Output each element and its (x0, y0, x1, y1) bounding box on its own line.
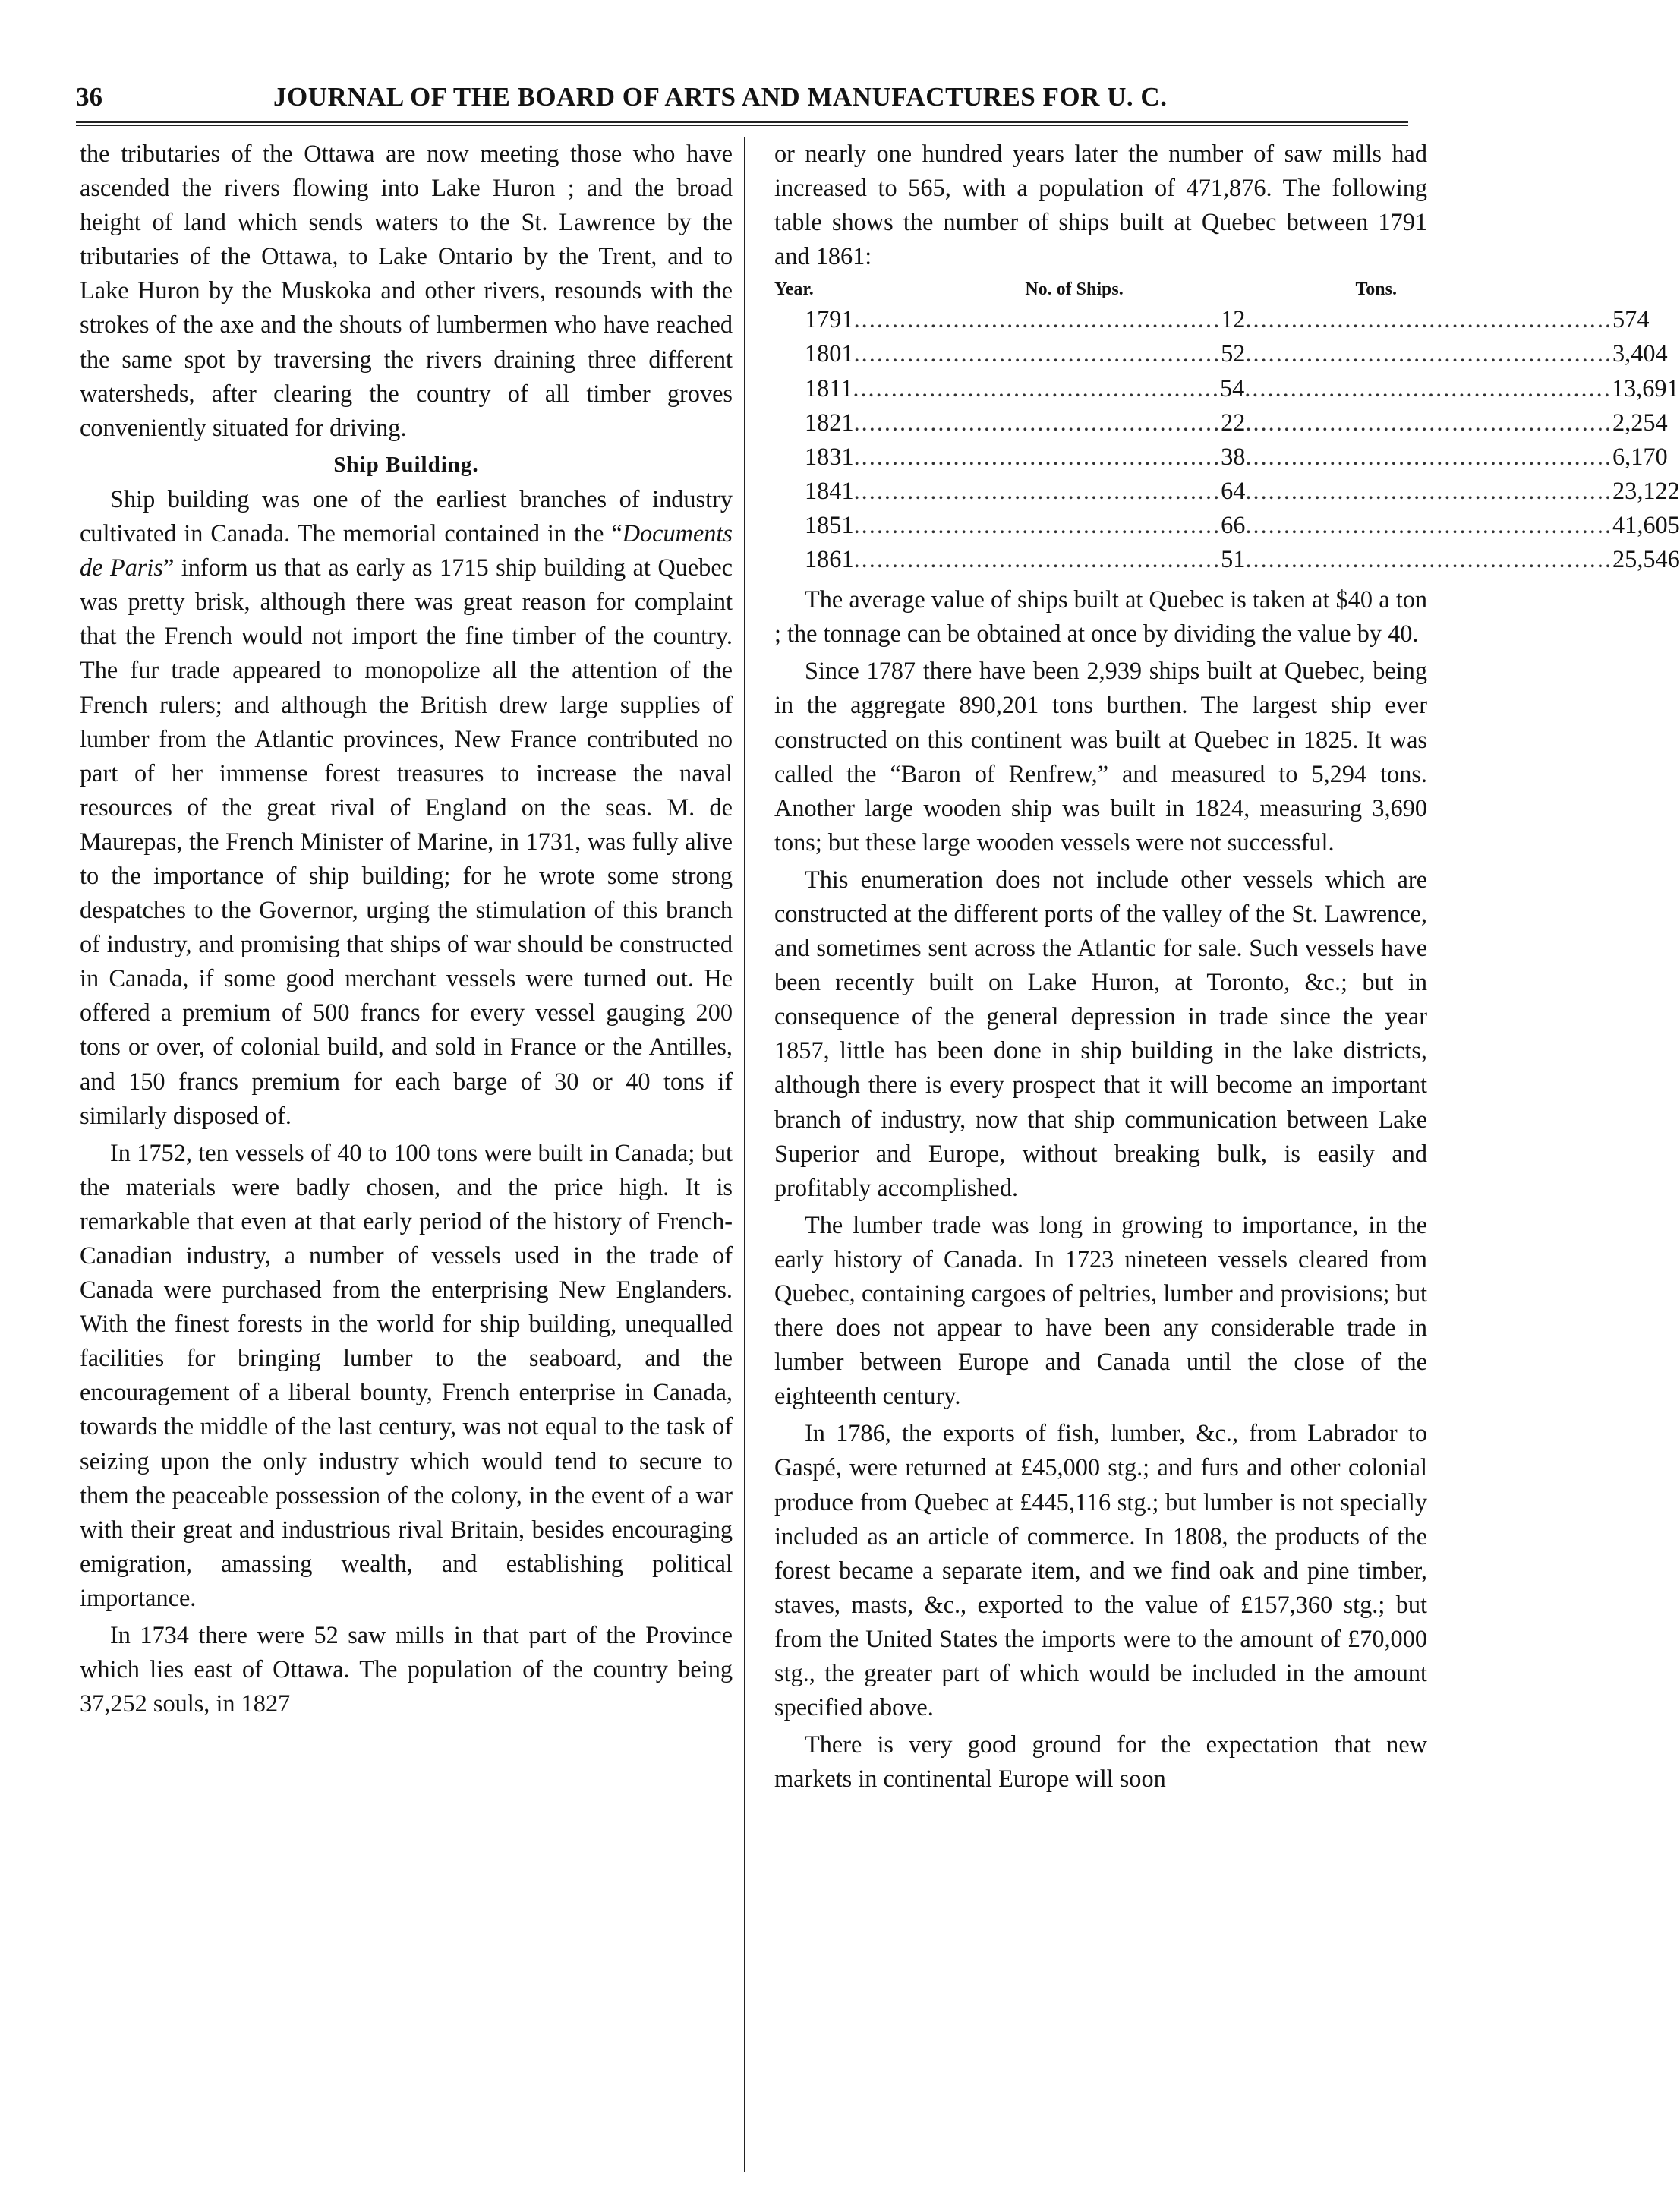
column-header-ships: No. of Ships. (1025, 279, 1124, 300)
paragraph: This enumeration does not include other vessels which are constructed at the different ports of the valley of the St. Lawrence, and sometimes sent across the Atlantic for sale. Such vessels have been recently built on Lake Huron, at Toronto, &c.; but in consequence of the general depression in trade since the year 1857, little has been done in ship building in the lake districts, although there is every prospect that it will become an important branch of industry, now that ship communication between Lake Superior and Europe, without breaking bulk, is easily and profitably accomplished. (774, 865, 1427, 1201)
paragraph (80, 482, 733, 1133)
leader-dots: ................................................ (1245, 510, 1613, 538)
tons-cell: 2,254 (1612, 408, 1668, 436)
paragraph-text: Ship building was one of the earliest branches of industry cultivated in Canada. The memorial contained in the “ (80, 484, 733, 547)
leader-dots: ................................................ (1245, 339, 1613, 368)
leader-dots: ................................................ (1245, 545, 1613, 573)
paragraph: In 1752, ten vessels of 40 to 100 tons were built in Canada; but the materials were badly chosen, and the price high. It is remarkable that even at that early period of the history of French-Canadian industry, a number of vessels used in the trade of Canada were purchased from the enterprising New Englanders. With the finest forests in the world for ship building, unequalled facilities for bringing lumber to the seaboard, and the encouragement of a liberal bounty, French enterprise in Canada, towards the middle of the last century, was not equal to the task of seizing upon the only industry which would tend to secure to them the peaceable possession of the colony, in the event of a war with their great and industrious rival Britain, besides encouraging emigration, amassing wealth, and establishing political importance. (80, 1138, 733, 1611)
right-column (774, 137, 1680, 1799)
leader-dots: ................................................ (853, 442, 1221, 470)
tons-cell: 25,546 (1612, 545, 1680, 573)
year-cell: 1791 (805, 305, 854, 333)
tons-cell: 23,122 (1612, 476, 1680, 504)
table-row (774, 302, 1650, 336)
leader-dots: ................................................ (1244, 374, 1612, 402)
year-cell: 1811 (805, 374, 853, 402)
year-cell: 1851 (805, 510, 854, 538)
paragraph-text: ” inform us that as early as 1715 ship building at Quebec was pretty brisk, although there was great reason for complaint that the French would not import the fine timber of the country. The fur trade appeared to monopolize all the attention of the French rulers; and although the British drew large supplies of lumber from the Atlantic provinces, New France contributed no part of her immense forest treasures to increase the naval resources of the great rival of England on the seas. M. de Maurepas, the French Minister of Marine, in 1731, was fully alive to the importance of ship building; for he wrote some strong despatches to the Governor, urging the stimulation of this branch of industry, and promising that ships of war should be constructed in Canada, if some good merchant vessels were turned out. He offered a premium of 500 francs for every vessel gauging 200 tons or over, of colonial build, and sold in France or the Antilles, and 150 francs premium for each barge of 30 or 40 tons if similarly disposed of. (80, 554, 733, 1129)
ships-cell: 12 (1221, 305, 1246, 333)
tons-cell: 574 (1612, 305, 1650, 333)
paragraph: The average value of ships built at Quebec is taken at $40 a ton ; the tonnage can be obtained at once by dividing the value by 40. (774, 585, 1427, 648)
column-header-tons: Tons. (1355, 279, 1397, 300)
year-cell: 1801 (805, 339, 854, 368)
table-row (774, 542, 1680, 576)
header-rule (76, 121, 1408, 126)
ships-table (774, 276, 1680, 576)
column-header-year: Year. (774, 279, 814, 300)
leader-dots: ................................................ (1245, 408, 1613, 436)
table-row (774, 371, 1679, 405)
table-row (774, 336, 1668, 371)
table-row (774, 508, 1680, 542)
tons-cell: 41,605 (1612, 510, 1680, 538)
page-number: 36 (76, 82, 102, 112)
paragraph: There is very good ground for the expectation that new markets in continental Europe will soon (774, 1730, 1427, 1793)
ships-cell: 38 (1221, 442, 1246, 470)
paragraph: In 1786, the exports of fish, lumber, &c., from Labrador to Gaspé, were returned at £45,000 stg.; and furs and other colonial produce from Quebec at £445,116 stg.; but lumber is not specially included as an article of commerce. In 1808, the products of the forest became a separate item, and we find oak and pine timber, staves, masts, &c., exported to the value of £157,360 stg.; but from the United States the imports were to the amount of £70,000 stg., the greater part of which would be included in the amount specified above. (774, 1419, 1427, 1721)
year-cell: 1841 (805, 476, 854, 504)
leader-dots: ................................................ (853, 305, 1221, 333)
table-header (774, 276, 1427, 302)
ships-cell: 22 (1221, 408, 1246, 436)
page-header (76, 82, 1408, 117)
column-divider (744, 137, 745, 2172)
section-heading: Ship Building. (333, 452, 479, 477)
left-column (80, 137, 733, 1724)
italic-title: Documents de Paris (80, 519, 733, 582)
leader-dots: ................................................ (853, 374, 1220, 402)
paragraph: The lumber trade was long in growing to importance, in the early history of Canada. In 1723 nineteen vessels cleared from Quebec, containing cargoes of peltries, lumber and provisions; but there does not appear to have been any considerable trade in lumber between Europe and Canada until the close of the eighteenth century. (774, 1210, 1427, 1410)
paragraph: Since 1787 there have been 2,939 ships built at Quebec, being in the aggregate 890,201 tons burthen. The largest ship ever constructed on this continent was built at Quebec in 1825. It was called the “Baron of Renfrew,” and measured to 5,294 tons. Another large wooden ship was built in 1824, measuring 3,690 tons; but these large wooden vessels were not successful. (774, 657, 1427, 856)
ships-cell: 66 (1221, 510, 1246, 538)
paragraph: or nearly one hundred years later the number of saw mills had increased to 565, with a population of 471,876. The following table shows the number of ships built at Quebec between 1791 and 1861: (774, 140, 1427, 270)
tons-cell: 3,404 (1612, 339, 1668, 368)
year-cell: 1821 (805, 408, 854, 436)
running-title: JOURNAL OF THE BOARD OF ARTS AND MANUFACTURES FOR U. C. (273, 82, 1168, 112)
leader-dots: ................................................ (853, 339, 1221, 368)
tons-cell: 6,170 (1612, 442, 1668, 470)
leader-dots: ................................................ (853, 510, 1221, 538)
leader-dots: ................................................ (1245, 442, 1613, 470)
year-cell: 1831 (805, 442, 854, 470)
leader-dots: ................................................ (853, 476, 1221, 504)
leader-dots: ................................................ (853, 545, 1221, 573)
table-row (774, 474, 1680, 508)
tons-cell: 13,691 (1611, 374, 1679, 402)
ships-cell: 54 (1219, 374, 1245, 402)
leader-dots: ................................................ (1245, 476, 1613, 504)
leader-dots: ................................................ (853, 408, 1221, 436)
ships-cell: 64 (1221, 476, 1246, 504)
ships-cell: 52 (1221, 339, 1246, 368)
year-cell: 1861 (805, 545, 854, 573)
paragraph: the tributaries of the Ottawa are now meeting those who have ascended the rivers flowing into Lake Huron ; and the broad height of land which sends waters to the St. Lawrence by the tributaries of the Ottawa, to Lake Ontario by the Trent, and to Lake Huron by the Muskoka and other rivers, resounds with the strokes of the axe and the shouts of lumbermen who have reached the same spot by traversing the rivers draining three different watersheds, after clearing the country of all timber groves conveniently situated for driving. (80, 140, 733, 441)
table-row (774, 405, 1668, 440)
leader-dots: ................................................ (1245, 305, 1613, 333)
paragraph: In 1734 there were 52 saw mills in that part of the Province which lies east of Ottawa. The population of the country being 37,252 souls, in 1827 (80, 1621, 733, 1718)
ships-cell: 51 (1221, 545, 1246, 573)
table-row (774, 440, 1668, 474)
